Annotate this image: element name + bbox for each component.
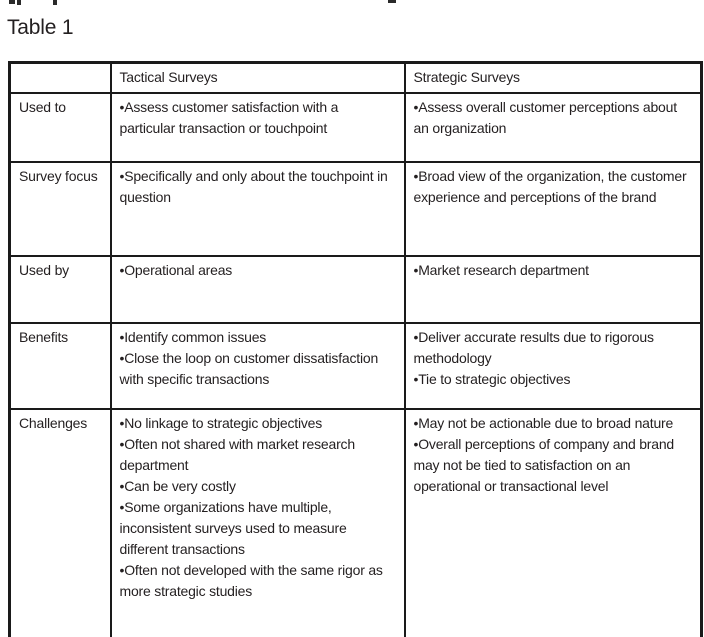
bullet-item: • Identify common issues [120, 327, 396, 348]
bullet-item: • Some organizations have multiple, inconsistent surveys used to measure different transactions [120, 497, 396, 560]
clipped-text-fragment [53, 0, 57, 5]
clipped-text-fragment [17, 0, 21, 5]
bullet-item: • Tie to strategic objectives [414, 369, 693, 390]
column-header-tactical-surveys: Tactical Surveys [111, 63, 405, 94]
bullet-item: • No linkage to strategic objectives [120, 413, 396, 434]
clipped-text-fragment [388, 0, 396, 3]
bullet-item: • Assess customer satisfaction with a particular transaction or touchpoint [120, 97, 396, 139]
tactical-cell [111, 93, 405, 162]
bullet-item: • Close the loop on customer dissatisfaction with specific transactions [120, 348, 396, 390]
strategic-cell [405, 93, 702, 162]
row-label-text: Challenges [19, 415, 88, 431]
table-row-benefits [10, 323, 702, 409]
table-row-used-by [10, 256, 702, 323]
tactical-cell [111, 323, 405, 409]
bullet-item: • Deliver accurate results due to rigorous methodology [414, 327, 693, 369]
strategic-cell [405, 256, 702, 323]
bullet-item: • May not be actionable due to broad nature [414, 413, 693, 434]
strategic-cell [405, 409, 702, 637]
clipped-text-fragment [9, 0, 15, 4]
strategic-cell [405, 323, 702, 409]
row-label [10, 256, 111, 323]
bullet-item: • Broad view of the organization, the customer experience and perceptions of the brand [414, 166, 693, 208]
row-label-text: Survey focus [19, 168, 98, 184]
tactical-cell [111, 256, 405, 323]
bullet-item: • Overall perceptions of company and brand may not be tied to satisfaction on an operational or transactional level [414, 434, 693, 497]
bullet-item: • Often not shared with market research department [120, 434, 396, 476]
column-header-strategic-surveys: Strategic Surveys [405, 63, 702, 94]
bullet-item: • Operational areas [120, 260, 396, 281]
strategic-cell [405, 162, 702, 256]
row-label-text: Used by [19, 262, 69, 278]
column-header-blank [10, 63, 111, 94]
table-row-survey-focus [10, 162, 702, 256]
row-label [10, 409, 111, 637]
surveys-comparison-table [8, 61, 703, 637]
bullet-item: • Often not developed with the same rigor as more strategic studies [120, 560, 396, 602]
row-label-text: Used to [19, 99, 66, 115]
bullet-item: • Market research department [414, 260, 693, 281]
bullet-item: • Assess overall customer perceptions about an organization [414, 97, 693, 139]
table-caption: Table 1 [7, 16, 74, 39]
bullet-item: • Specifically and only about the touchpoint in question [120, 166, 396, 208]
table-row-used-to [10, 93, 702, 162]
row-label [10, 323, 111, 409]
row-label [10, 93, 111, 162]
row-label [10, 162, 111, 256]
table-row-challenges [10, 409, 702, 637]
tactical-cell [111, 409, 405, 637]
bullet-item: • Can be very costly [120, 476, 396, 497]
table-header-row [10, 63, 702, 94]
tactical-cell [111, 162, 405, 256]
row-label-text: Benefits [19, 329, 68, 345]
